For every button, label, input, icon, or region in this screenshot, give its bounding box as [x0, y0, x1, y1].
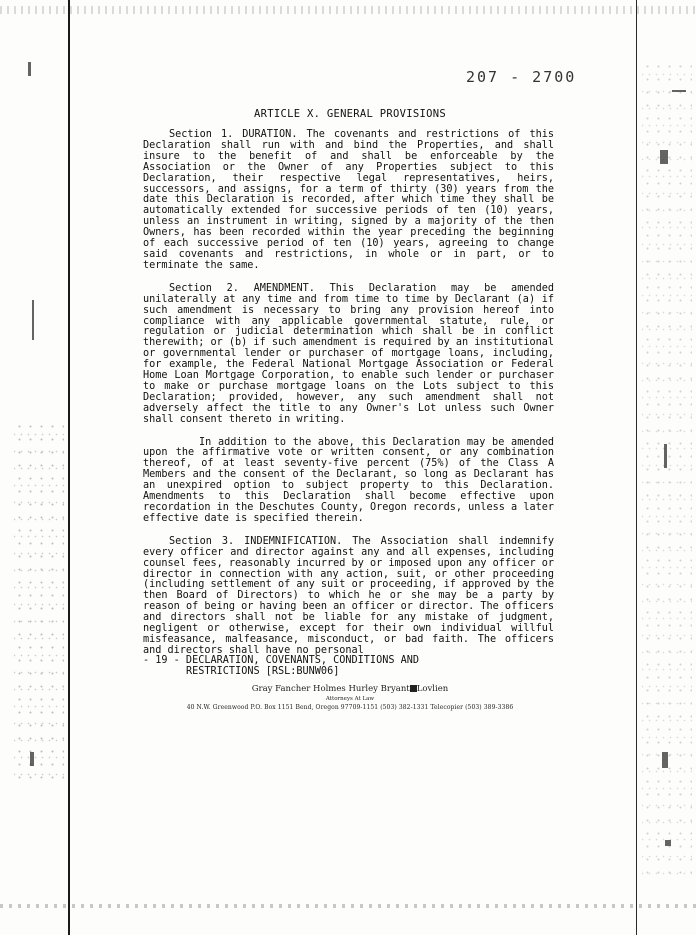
edge-mark: [665, 840, 671, 846]
article-heading: ARTICLE X. GENERAL PROVISIONS: [253, 108, 447, 120]
section-2-amendment: Section 2. AMENDMENT. This Declaration may be amended unilaterally at any time and from time to time by Declarant (a) if such amendment is necessary to bring any provision hereof into compliance with any applicable governmental statute, rule, or regulation or judicial determination which shall be in conflict therewith; or (b) if such amendment is required by an institutional or governmental lender or purchaser of mortgage loans, including, for example, the Federal National Mortgage Association or Federal Home Loan Mortgage Corporation, to enable such lender or purchaser to make or purchase mortgage loans on the Lots subject to this Declaration; provided, however, any such amendment shall not adversely affect the title to any Owner's Lot unless such Owner shall consent thereto in writing.: [143, 282, 554, 425]
scan-artifact-bottom: [0, 904, 696, 908]
firm-logo-mark: [410, 685, 417, 692]
edge-mark: [664, 444, 667, 468]
edge-mark: [662, 752, 668, 768]
right-margin-line: [636, 0, 637, 935]
left-margin-line: [68, 0, 70, 935]
page-footer-title: [143, 655, 419, 677]
recording-number: 207 - 2700: [466, 68, 577, 86]
scan-artifact-top: [0, 6, 696, 14]
edge-mark: [30, 752, 34, 766]
footer-title-line2: RESTRICTIONS [RSL:BUNW06]: [186, 666, 340, 677]
firm-name: [150, 684, 550, 695]
edge-mark: [660, 150, 668, 164]
section-1-duration: Section 1. DURATION. The covenants and restrictions of this Declaration shall run with and bind the Properties, and shall insure to the benefit of and shall be enforceable by the Association or the Owner of any Properties subject to this Declaration, their respective legal representatives, heirs, successors, and assigns, for a term of thirty (30) years from the date this Declaration is recorded, after which time they shall be automatically extended for successive periods of ten (10) years, unless an instrument in writing, signed by a majority of the then Owners, has been recorded within the year preceding the beginning of each successive period of ten (10) years, agreeing to change said covenants and restrictions, in whole or in part, or to terminate the same.: [143, 129, 554, 271]
section-3-indemnification: Section 3. INDEMNIFICATION. The Association shall indemnify every officer and director against any and all expenses, including counsel fees, reasonably incurred by or imposed upon any officer or director in connection with any action, suit, or other proceeding (including settlement of any suit or proceeding, if approved by the then Board of Directors) to which he or she may be a party by reason of being or having been an officer or director. The officers and directors shall not be liable for any mistake of judgment, negligent or otherwise, except for their own individual willful misfeasance, malfeasance, misconduct, or bad faith. The officers and directors shall have no personal: [143, 535, 554, 656]
firm-name-part-b: Lovlien: [416, 684, 449, 694]
scan-noise-left: [14, 420, 64, 780]
firm-address: 40 N.W. Greenwood P.O. Box 1151 Bend, Oregon 97709-1151 (503) 382-1331 Telecopier (503) 389-3386: [186, 704, 514, 711]
body-text: [143, 130, 554, 669]
law-firm-block: [150, 684, 550, 713]
firm-name-part-a: Gray Fancher Holmes Hurley Bryant: [251, 684, 410, 694]
edge-mark: [672, 90, 686, 92]
firm-subtitle: Attorneys At Law: [325, 696, 375, 702]
footer-title-line1: - 19 - DECLARATION, COVENANTS, CONDITIONS AND: [143, 655, 420, 666]
amendment-additional-paragraph: In addition to the above, this Declaration may be amended upon the affirmative vote or written consent, or any combination thereof, of at least seventy-five percent (75%) of the Class A Members and the consent of the Declarant, so long as Declarant has an unexpired option to subject property to this Declaration. Amendments to this Declaration shall become effective upon recordation in the Deschutes County, Oregon records, unless a later effective date is specified therein.: [143, 436, 554, 524]
edge-mark: [28, 62, 31, 76]
edge-mark: [32, 300, 34, 340]
